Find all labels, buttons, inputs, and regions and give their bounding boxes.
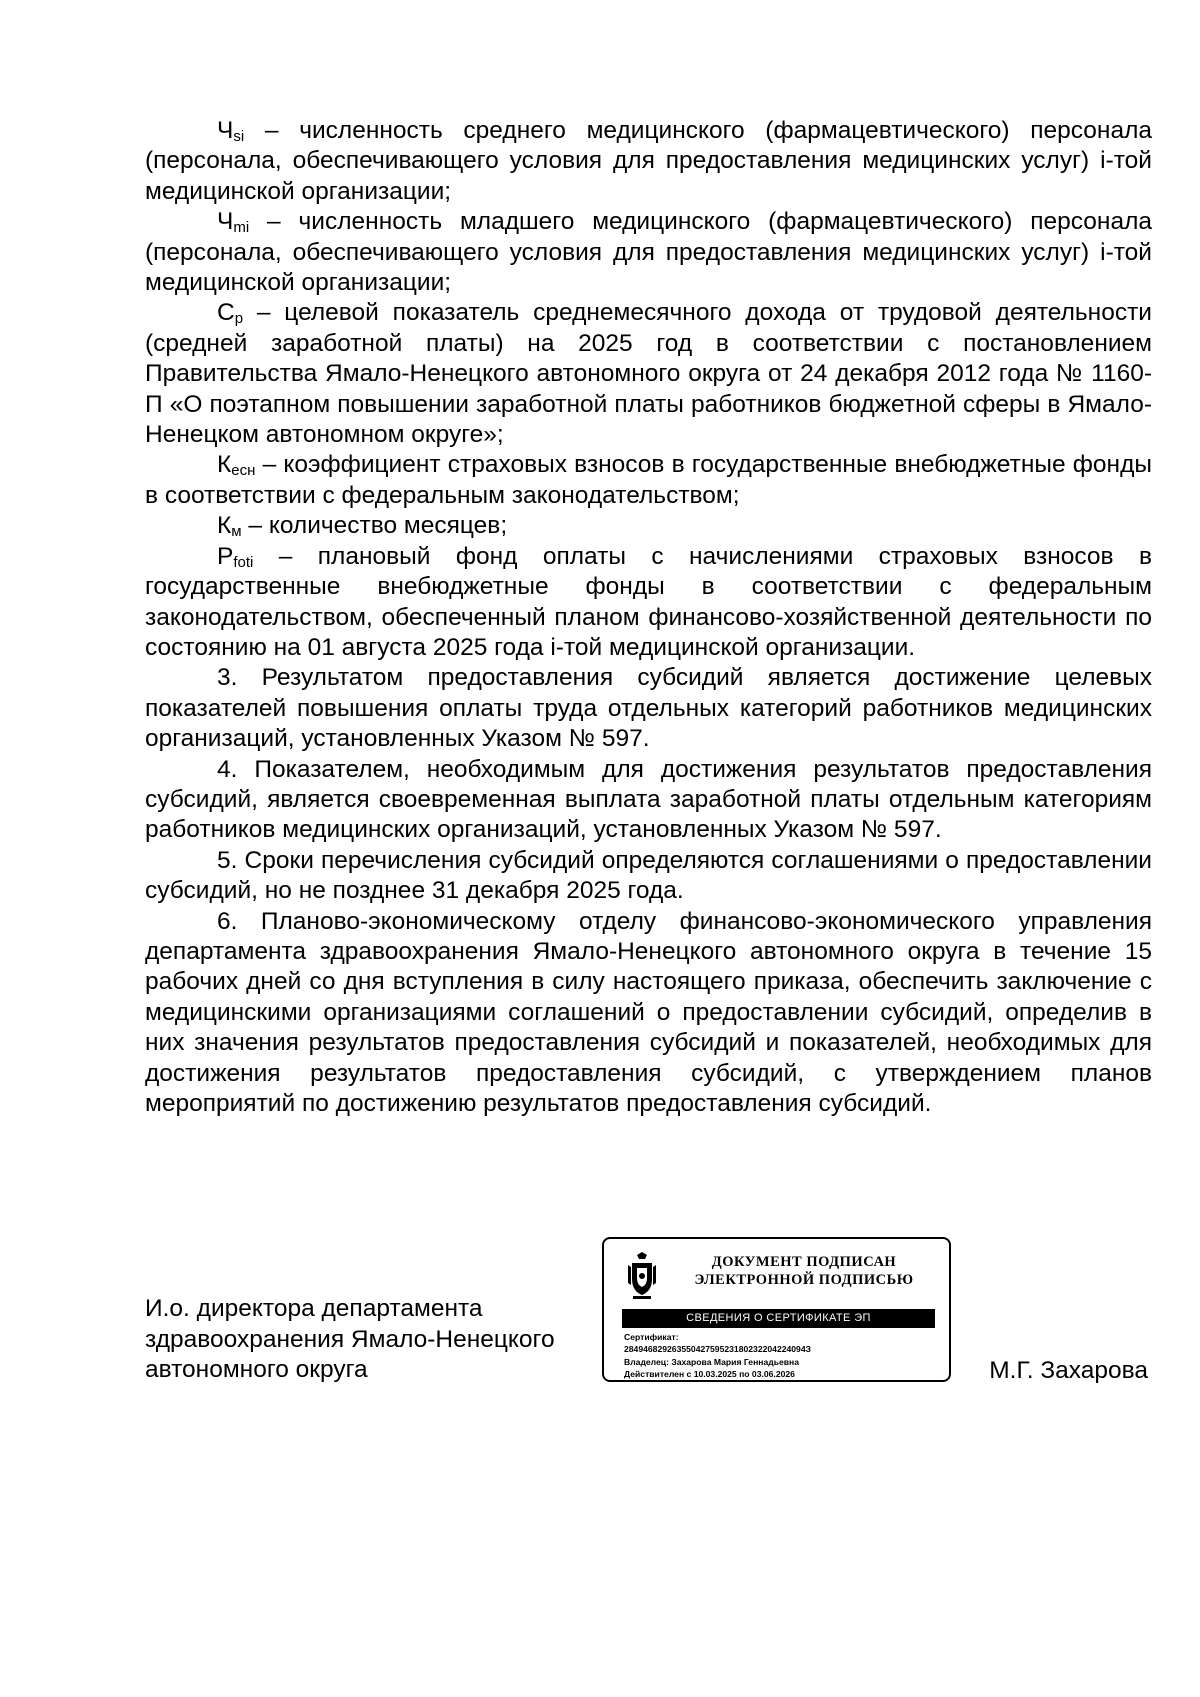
paragraph <box>145 450 1152 511</box>
variable-symbol: Ч <box>217 117 234 144</box>
coat-of-arms-icon <box>626 1251 658 1301</box>
stamp-title-line: ДОКУМЕНТ ПОДПИСАН <box>711 1254 897 1270</box>
paragraph-text: 6. Планово-экономическому отделу финансово-экономического управления департамента здравоохранения Ямало-Ненецкого автономного округа в течение 15 рабочих дней со дня вступления в силу настоящего приказа, обеспечить заключение с медицинскими организациями соглашений о предоставлении субсидий, определив в них значения результатов предоставления субсидий и показателей, необходимых для достижения результатов предоставления субсидий, с утверждением планов мероприятий по достижению результатов предоставления субсидий. <box>145 907 1152 1117</box>
signatory-name: М.Г. Захарова <box>989 1357 1148 1384</box>
paragraph <box>145 755 1152 846</box>
paragraph <box>145 542 1152 664</box>
signatory-position: И.о. директора департамента здравоохранения Ямало-Ненецкого автономного округа <box>145 1295 555 1383</box>
paragraph <box>145 298 1152 450</box>
stamp-title <box>664 1253 944 1289</box>
paragraph-text: – коэффициент страховых взносов в государственные внебюджетные фонды в соответствии с федеральным законодательством; <box>145 451 1152 509</box>
paragraph <box>145 116 1152 207</box>
certificate-number: 28494682926355042759523180232204224094З <box>624 1344 812 1355</box>
paragraph-text: 4. Показателем, необходимым для достижения результатов предоставления субсидий, является своевременная выплата заработной платы отдельным категориям работников медицинских организаций, установленных Указом № 597. <box>145 755 1152 844</box>
variable-subscript: foti <box>233 553 254 571</box>
variable-symbol: К <box>217 512 232 540</box>
paragraph <box>145 207 1152 298</box>
variable-symbol: Р <box>217 542 234 570</box>
certificate-details <box>624 1331 944 1381</box>
variable-subscript: р <box>234 310 244 328</box>
variable-symbol: С <box>217 299 235 327</box>
e-signature-stamp <box>602 1237 951 1382</box>
document-body <box>145 116 1152 1119</box>
paragraph <box>145 663 1152 754</box>
paragraph-text: 3. Результатом предоставления субсидий является достижение целевых показателей повышения оплаты труда отдельных категорий работников медицинских организаций, установленных Указом № 597. <box>145 664 1152 753</box>
certificate-validity: Действителен с 10.03.2025 по 03.06.2026 <box>624 1369 795 1380</box>
variable-subscript: м <box>231 523 242 541</box>
paragraph <box>145 846 1152 907</box>
paragraph-text: – плановый фонд оплаты с начислениями страховых взносов в государственные внебюджетные фонды в соответствии с федеральным законодательством, обеспеченный планом финансово-хозяйственной деятельности по состоянию на 01 августа 2025 года i-той медицинской организации. <box>145 542 1152 661</box>
paragraph-text: 5. Сроки перечисления субсидий определяются соглашениями о предоставлении субсидий, но не позднее 31 декабря 2025 года. <box>145 846 1152 905</box>
paragraph <box>145 511 1152 541</box>
certificate-owner: Владелец: Захарова Мария Геннадьевна <box>624 1356 800 1367</box>
stamp-title-line: ЭЛЕКТРОННОЙ ПОДПИСЬЮ <box>694 1272 914 1288</box>
variable-subscript: si <box>233 128 245 145</box>
variable-subscript: mi <box>233 219 250 237</box>
variable-symbol: К <box>217 451 232 479</box>
certificate-label: Сертификат: <box>624 1332 679 1342</box>
variable-subscript: есн <box>231 462 256 480</box>
paragraph-text: – количество месяцев; <box>241 512 508 540</box>
paragraph <box>145 907 1152 1120</box>
paragraph-text: – целевой показатель среднемесячного дохода от трудовой деятельности (средней заработной платы) на 2025 год в соответствии с постановлением Правительства Ямало-Ненецкого автономного округа от 24 декабря 2012 года № 1160-П «О поэтапном повышении заработной платы работников бюджетной сферы в Ямало-Ненецком автономном округе»; <box>145 299 1152 449</box>
paragraph-text: – численность среднего медицинского (фармацевтического) персонала (персонала, обеспечивающего условия для предоставления медицинских услуг) i-той медицинской организации; <box>145 117 1152 205</box>
certificate-info-bar: СВЕДЕНИЯ О СЕРТИФИКАТЕ ЭП <box>622 1309 935 1328</box>
variable-symbol: Ч <box>217 208 234 236</box>
paragraph-text: – численность младшего медицинского (фармацевтического) персонала (персонала, обеспечивающего условия для предоставления медицинских услуг) i-той медицинской организации; <box>145 208 1152 297</box>
